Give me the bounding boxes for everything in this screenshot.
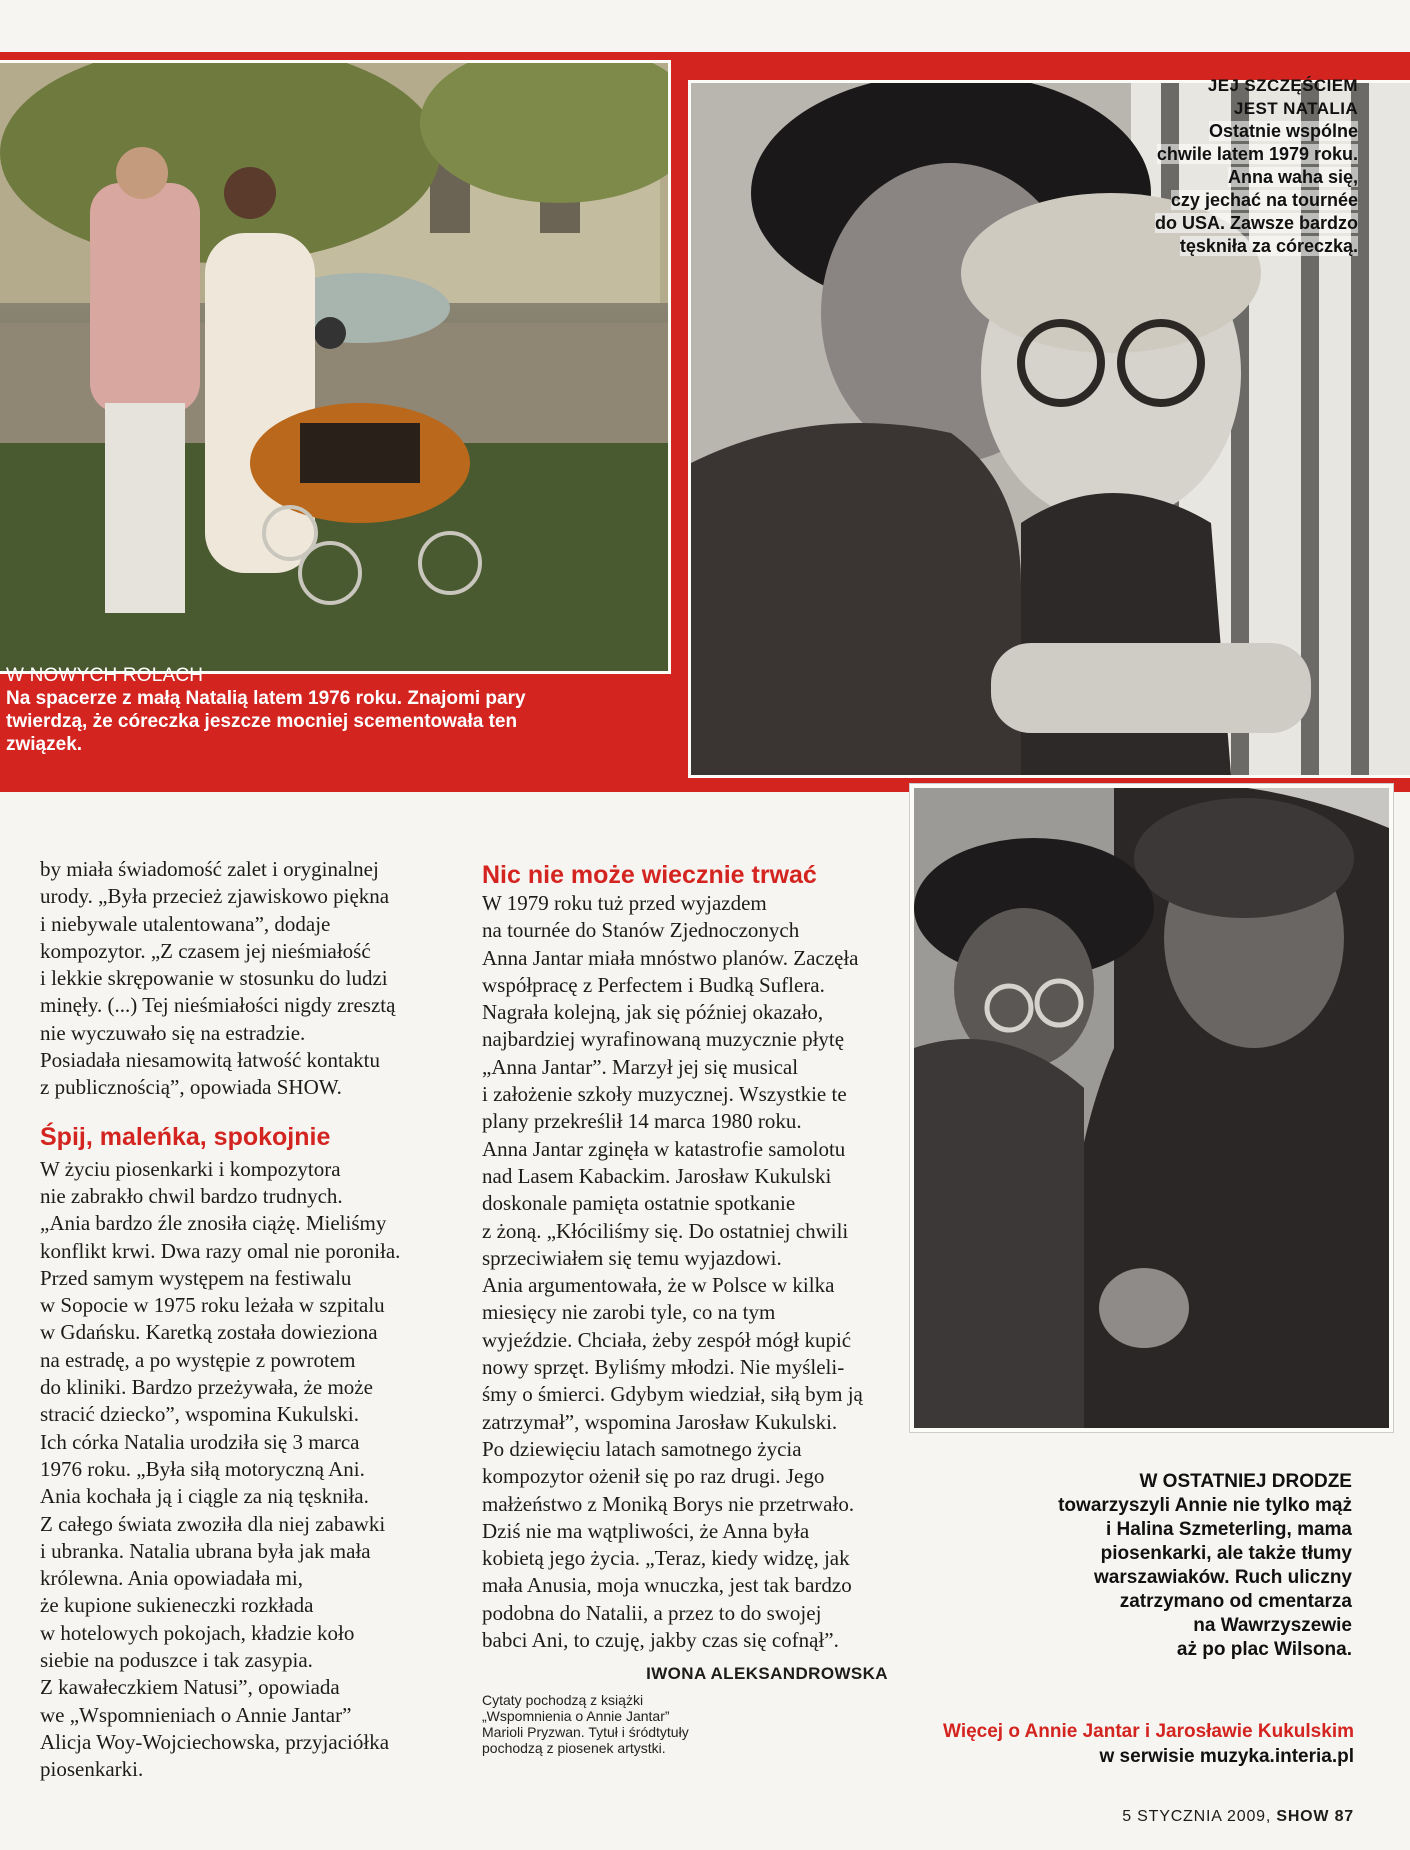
body-line: Anna Jantar zginęła w katastrofie samolotu [482,1136,846,1161]
caption-funeral [992,1470,1352,1662]
body-line: z publicznością”, opowiada SHOW. [40,1075,342,1100]
issue-date: 5 STYCZNIA 2009, [1122,1808,1272,1825]
more-info-promo [943,1719,1354,1769]
body-line: i lekkie skrępowanie w stosunku do ludzi [40,966,388,991]
body-line: sprzeciwiałem się temu wyjazdowi. [482,1245,782,1270]
body-line: kompozytor. „Z czasem jej nieśmiałość [40,938,371,963]
caption-line: Anna waha się, [1227,167,1358,187]
caption-line: na Wawrzyszewie [1193,1615,1352,1636]
body-line: plany przekreślił 14 marca 1980 roku. [482,1109,802,1134]
body-line: w hotelowych pokojach, kładzie koło [40,1620,355,1645]
body-line: i niebywale utalentowana”, dodaje [40,911,331,936]
page-footer [1122,1808,1354,1826]
body-line: kompozytor ożenił się po raz drugi. Jego [482,1464,825,1489]
body-line: Ania argumentowała, że w Polsce w kilka [482,1273,835,1298]
body-line: śmy o śmierci. Gdybym wiedział, siłą bym ją [482,1382,863,1407]
caption-natalia [1058,74,1358,258]
caption-line: towarzyszyli Annie nie tylko mąż [1058,1495,1352,1516]
body-line: doskonale pamięta ostatnie spotkanie [482,1191,796,1216]
body-line: nowy sprzęt. Byliśmy młodzi. Nie myśleli- [482,1355,845,1380]
body-line: małżeństwo z Moniką Borys nie przetrwało. [482,1491,855,1516]
body-line: do kliniki. Bardzo przeżywała, że może [40,1375,373,1400]
body-line: w Gdańsku. Karetką została dowieziona [40,1320,378,1345]
body-line: mała Anusia, moja wnuczka, jest tak bardzo [482,1573,852,1598]
caption-title: W OSTATNIEJ DRODZE [1139,1471,1352,1492]
body-line: W życiu piosenkarki i kompozytora [40,1156,341,1181]
body-line: i założenie szkoły muzycznej. Wszystkie te [482,1082,847,1107]
caption-title: W NOWYCH ROLACH [6,665,204,686]
caption-line: Na spacerze z małą Natalią latem 1976 roku. Znajomi pary [6,688,526,709]
body-line: 1976 roku. „Była siłą motoryczną Ani. [40,1456,365,1481]
body-line: Dziś nie ma wątpliwości, że Anna była [482,1518,810,1543]
body-line: we „Wspomnieniach o Annie Jantar” [40,1702,352,1727]
caption-line: zatrzymano od cmentarza [1119,1591,1352,1612]
body-line: Anna Jantar miała mnóstwo planów. Zaczęła [482,945,859,970]
body-line: królewna. Ania opowiadała mi, [40,1566,304,1591]
article-column-1 [40,856,444,1784]
body-line: „Ania bardzo źle znosiła ciążę. Mieliśmy [40,1211,387,1236]
body-line: wyjeździe. Chciała, żeby zespół mógł kupić [482,1327,852,1352]
body-line: Z całego świata zwoziła dla niej zabawki [40,1511,386,1536]
caption-line: twierdzą, że córeczka jeszcze mocniej scementowała ten [6,711,518,732]
body-line: nie zabrakło chwil bardzo trudnych. [40,1183,343,1208]
body-line: babci Ani, to czuję, jakby czas się cofnął”. [482,1628,839,1653]
caption-line: do USA. Zawsze bardzo [1154,213,1358,233]
body-line: najbardziej wyrafinowaną muzycznie płytę [482,1027,845,1052]
source-line: Marioli Pryzwan. Tytuł i śródtytuły [482,1724,689,1740]
body-line: W 1979 roku tuż przed wyjazdem [482,891,767,915]
caption-line: aż po plac Wilsona. [1176,1639,1352,1660]
body-line: Posiadała niesamowitą łatwość kontaktu [40,1048,381,1073]
body-line: nad Lasem Kabackim. Jarosław Kukulski [482,1163,832,1188]
caption-line: związek. [6,734,83,755]
caption-line: chwile latem 1979 roku. [1156,144,1358,164]
caption-line: czy jechać na tournée [1170,190,1358,210]
body-line: minęły. (...) Tej nieśmiałości nigdy zresztą [40,993,396,1018]
body-line: nie wyczuwało się na estradzie. [40,1020,306,1045]
body-line: kobietą jego życia. „Teraz, kiedy widzę, jak [482,1546,850,1571]
body-line: piosenkarki. [40,1757,144,1782]
body-line: Po dziewięciu latach samotnego życia [482,1436,802,1461]
body-line: siebie na poduszce i tak zasypia. [40,1648,313,1673]
magazine-name: SHOW [1276,1808,1330,1825]
body-line: współpracę z Perfectem i Budką Suflera. [482,972,825,997]
body-line: Przed samym występem na festiwalu [40,1265,352,1290]
body-line: na estradę, a po występie z powrotem [40,1347,356,1372]
body-line: miesięcy nie zarobi tyle, co na tym [482,1300,776,1325]
photo-stroller-walk [0,60,671,674]
caption-line: Ostatnie wspólne [1208,121,1358,141]
body-line: stracić dziecko”, wspomina Kukulski. [40,1402,359,1427]
promo-website: w serwisie muzyka.interia.pl [1099,1746,1354,1767]
source-line: pochodzą z piosenek artystki. [482,1740,666,1756]
body-line: urody. „Była przecież zjawiskowo piękna [40,884,390,909]
body-line: „Anna Jantar”. Marzył jej się musical [482,1054,799,1079]
body-line: w Sopocie w 1975 roku leżała w szpitalu [40,1293,385,1318]
source-line: „Wspomnienia o Annie Jantar” [482,1708,670,1724]
body-line: by miała świadomość zalet i oryginalnej [40,857,379,881]
source-line: Cytaty pochodzą z książki [482,1692,644,1708]
article-column-2 [482,890,888,1688]
subheading: Śpij, maleńka, spokojnie [40,1122,331,1151]
source-note [482,1692,722,1756]
caption-stroller [6,664,566,756]
caption-line: warszawiaków. Ruch uliczny [1094,1567,1352,1588]
caption-line: i Halina Szmeterling, mama [1105,1519,1352,1540]
body-line: konflikt krwi. Dwa razy omal nie poroniła. [40,1238,401,1263]
caption-title: JEJ SZCZĘŚCIEM [1207,76,1358,95]
body-line: Nagrała kolejną, jak się później okazało, [482,1000,824,1025]
body-line: i ubranka. Natalia ubrana była jak mała [40,1538,371,1563]
body-line: Z kawałeczkiem Natusi”, opowiada [40,1675,340,1700]
body-line: zatrzymał”, wspomina Jarosław Kukulski. [482,1409,838,1434]
body-line: że kupione sukieneczki rozkłada [40,1593,314,1618]
body-line: na tournée do Stanów Zjednoczonych [482,918,800,943]
body-line: podobna do Natalii, a przez to do swojej [482,1600,822,1625]
promo-line: Więcej o Annie Jantar i Jarosławie Kukulskim [943,1721,1354,1742]
page-number: 87 [1334,1808,1354,1825]
body-line: Ich córka Natalia urodziła się 3 marca [40,1429,360,1454]
author-byline: IWONA ALEKSANDROWSKA [646,1664,888,1684]
caption-line: piosenkarki, ale także tłumy [1100,1543,1352,1564]
subheading: Nic nie może wiecznie trwać [482,861,817,889]
photo-funeral [910,784,1393,1432]
body-line: Ania kochała ją i ciągle za nią tęskniła. [40,1484,369,1509]
caption-title: JEST NATALIA [1233,99,1358,118]
caption-line: tęskniła za córeczką. [1179,236,1358,256]
body-line: Alicja Woy-Wojciechowska, przyjaciółka [40,1729,390,1754]
body-line: z żoną. „Kłóciliśmy się. Do ostatniej chwili [482,1218,849,1243]
